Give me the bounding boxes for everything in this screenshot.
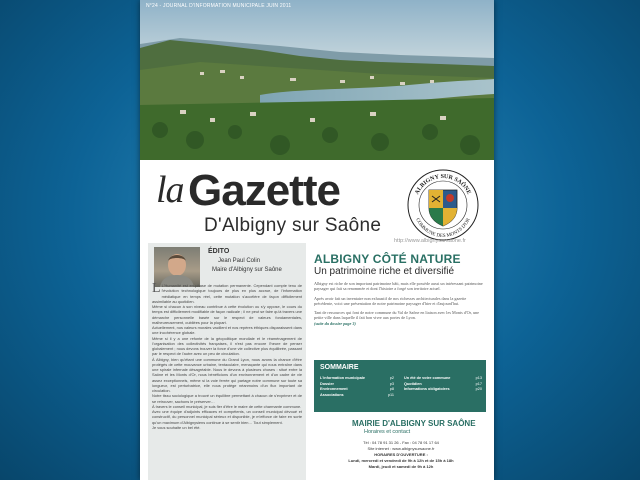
sommaire-item[interactable]: L'information municipale p2 [320, 376, 394, 380]
mairie-phone: Tél : 04 78 91 31 26 - Fax : 04 78 91 17 64 [363, 440, 439, 445]
mairie-site[interactable]: Site internet : www.albignysursaone.fr [367, 446, 435, 451]
edito-paragraph: Même si il y a une refonte de la géopolitique mondiale et le réaménagement de l'organisation des collectivités françaises, il n'est pas encore l'heure de penser globalement ; nous devons trouver la force d'une vie collective plus équilibrée, passant par le respect de l'autre avec un peu de circulation. [152, 335, 302, 357]
sommaire-item[interactable]: Quotidien p17 [404, 381, 482, 386]
edito-paragraph: Notre tissu sociologique a trouvé un équilibre permettant à chacun de s'exprimer et de se retrouver, sachons le préserver… [152, 393, 302, 404]
edito-paragraph: À travers le conseil municipal, je suis fier d'être le maire de cette charmante commune. [152, 403, 302, 409]
town-crest-icon [406, 168, 480, 242]
edito-heading: ÉDITO [208, 248, 230, 255]
edito-paragraph: L'Humanité est en phase de mutation permanente. Cependant compte tenu de l'évolution technologique toujours de plus en plus accrue, de l'information médiatique en temps réel, cette mutation s'accélère de façon difficilement assimilable au quotidien. [152, 283, 302, 304]
edito-text [152, 283, 302, 479]
masthead [140, 160, 494, 242]
mairie-subtitle: Horaires et contact [364, 429, 411, 435]
sommaire-item[interactable]: Dossier p3 [320, 381, 394, 386]
article-title: ALBIGNY CÔTÉ NATURE [314, 252, 461, 266]
title-town: D'Albigny sur Saône [204, 215, 382, 236]
edito-column [148, 243, 306, 480]
cover-photo [140, 0, 494, 160]
edito-paragraph: Actuellement, nos valeurs morales vacillent et nos repères éthiques disparaissent dans une incohérence globale. [152, 325, 302, 336]
edito-paragraph: Avec une équipe d'adjoints efficaces et compétents, un conseil municipal dévoué et constructif, du personnel municipal sérieux et disponible, je m'efforce de faire en sorte qu'un maximum d'Albignysiens continue à se sentir bien… Tout simplement. [152, 409, 302, 425]
issue-line: N°24 - JOURNAL D'INFORMATION MUNICIPALE JUIN 2011 [146, 3, 292, 9]
website-url: http://www.albignysursaone.fr [394, 238, 466, 244]
title-gazette: Gazette [188, 166, 340, 215]
sommaire-right-list [404, 376, 482, 393]
continued-link[interactable]: (suite du dossier page 3) [314, 320, 356, 326]
sommaire-item[interactable]: Informations obligatoires p20 [404, 387, 482, 392]
dropcap: L [152, 283, 161, 296]
edito-paragraph: À Albigny, bien qu'étant une commune du Grand Lyon, nous avons la chance d'être protégés de cette mouvance urbaine, tentaculaire, menaçante qui nous entraîne dans une spirale infernale désagréable. Nous le devons à plusieurs choses : situé entre la Saône et les Monts d'Or, nous bénéficions d'un environnement et d'un cadre de vie assez exceptionnels, même si la voie ferrée qui partage notre commune sur toute sa longueur, est perturbatrice, elle nous protège néanmoins d'un flux important de circulation. [152, 356, 302, 393]
gazette-cover-page [140, 0, 494, 480]
edito-paragraph: Même si chacun à son niveau contribue à cette évolution ou s'y oppose, le cours du temps est difficilement modifiable de façon radicale ; il ne peut se faire qu'à travers une démarche personnelle basée sur le respect de valeurs fondamentales, malheureusement, oubliées pour la plupart. [152, 304, 302, 325]
mayor-name: Jean Paul Colin [218, 258, 261, 264]
sommaire-heading: SOMMAIRE [320, 364, 359, 371]
sommaire-left-list [320, 376, 394, 398]
article-paragraph: Albigny est riche de son important patrimoine bâti, mais elle possède aussi un intéressant patrimoine paysager qui fait sa renommée et dont l'histoire a forgé son territoire actuel. [314, 281, 483, 292]
sommaire-item[interactable]: Associations p11 [320, 392, 394, 397]
article-paragraph: Après avoir fait un inventaire non exhaustif de nos richesses architecturales dans la gazette précédente, voici une présentation de notre patrimoine paysager d'hier et d'aujourd'hui. [314, 295, 467, 306]
mairie-hours-heading: HORAIRES D'OUVERTURE : [374, 452, 428, 457]
mairie-title: MAIRIE D'ALBIGNY SUR SAÔNE [352, 419, 476, 428]
crest-bottom-text: COMMUNE DES MONTS D'OR [414, 217, 472, 240]
mairie-hours-1: Lundi, mercredi et vendredi de 9h à 12h et de 15h à 18h [348, 458, 454, 463]
crest-top-text: ALBIGNY SUR SAÔNE [414, 173, 472, 196]
sommaire-item[interactable]: Un été de votre commune p13 [404, 376, 482, 380]
article-paragraph: Tant de ressources qui font de notre commune du Val de Saône en liaison avec les Monts d'Or, une petite ville dans laquelle il fait bon vivre aux portes de Lyon. [314, 310, 479, 321]
article-text [314, 281, 486, 330]
mayor-role: Maire d'Albigny sur Saône [212, 267, 282, 273]
sommaire-box [314, 360, 486, 412]
edito-paragraph: Je vous souhaite un bel été. [152, 424, 201, 430]
article-subtitle: Un patrimoine riche et diversifié [314, 266, 455, 277]
title-la: la [156, 169, 184, 211]
mayor-portrait [154, 247, 200, 287]
mairie-contact [312, 440, 490, 470]
right-column [312, 243, 490, 480]
mairie-hours-2: Mardi, jeudi et samedi de 9h à 12h [368, 464, 434, 469]
sommaire-item[interactable]: Environnement p8 [320, 387, 394, 392]
